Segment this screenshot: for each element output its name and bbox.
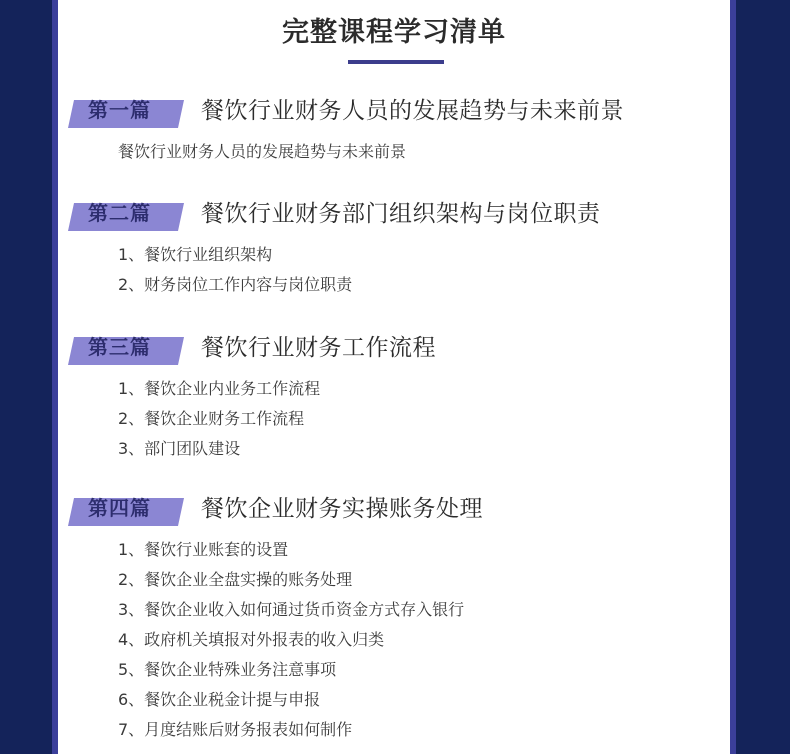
- right-border: [730, 0, 736, 754]
- list-item: 4、政府机关填报对外报表的收入归类: [118, 630, 385, 649]
- page-title: 完整课程学习清单: [282, 17, 506, 48]
- list-item: 3、部门团队建设: [118, 439, 241, 458]
- section-items: [118, 535, 464, 745]
- section-tag-label: 第二篇: [88, 201, 151, 225]
- list-item: 2、餐饮企业财务工作流程: [118, 409, 305, 428]
- list-item: 3、餐饮企业收入如何通过货币资金方式存入银行: [118, 600, 465, 619]
- section-tag: [68, 100, 184, 128]
- section-title: 餐饮行业财务人员的发展趋势与未来前景: [201, 98, 624, 124]
- section-title: 餐饮企业财务实操账务处理: [201, 496, 483, 522]
- section-tag: [68, 203, 184, 231]
- section-items: [118, 240, 352, 300]
- section-items: [118, 137, 406, 167]
- list-item: 2、餐饮企业全盘实操的账务处理: [118, 570, 353, 589]
- list-item: 1、餐饮企业内业务工作流程: [118, 379, 321, 398]
- section-tag: [68, 498, 184, 526]
- section-tag: [68, 337, 184, 365]
- section-tag-label: 第四篇: [88, 496, 151, 520]
- section-items: [118, 374, 320, 464]
- list-item: 1、餐饮行业账套的设置: [118, 540, 289, 559]
- section-tag-label: 第三篇: [88, 335, 151, 359]
- list-item: 5、餐饮企业特殊业务注意事项: [118, 660, 337, 679]
- list-item: 2、财务岗位工作内容与岗位职责: [118, 275, 353, 294]
- list-item: 6、餐饮企业税金计提与申报: [118, 690, 321, 709]
- list-item: 7、月度结账后财务报表如何制作: [118, 720, 353, 739]
- section-title: 餐饮行业财务部门组织架构与岗位职责: [201, 201, 601, 227]
- section-title: 餐饮行业财务工作流程: [201, 335, 436, 361]
- list-item: 餐饮行业财务人员的发展趋势与未来前景: [118, 142, 407, 161]
- list-item: 1、餐饮行业组织架构: [118, 245, 273, 264]
- section-tag-label: 第一篇: [88, 98, 151, 122]
- course-list-card: [58, 0, 730, 754]
- title-underline: [348, 60, 444, 64]
